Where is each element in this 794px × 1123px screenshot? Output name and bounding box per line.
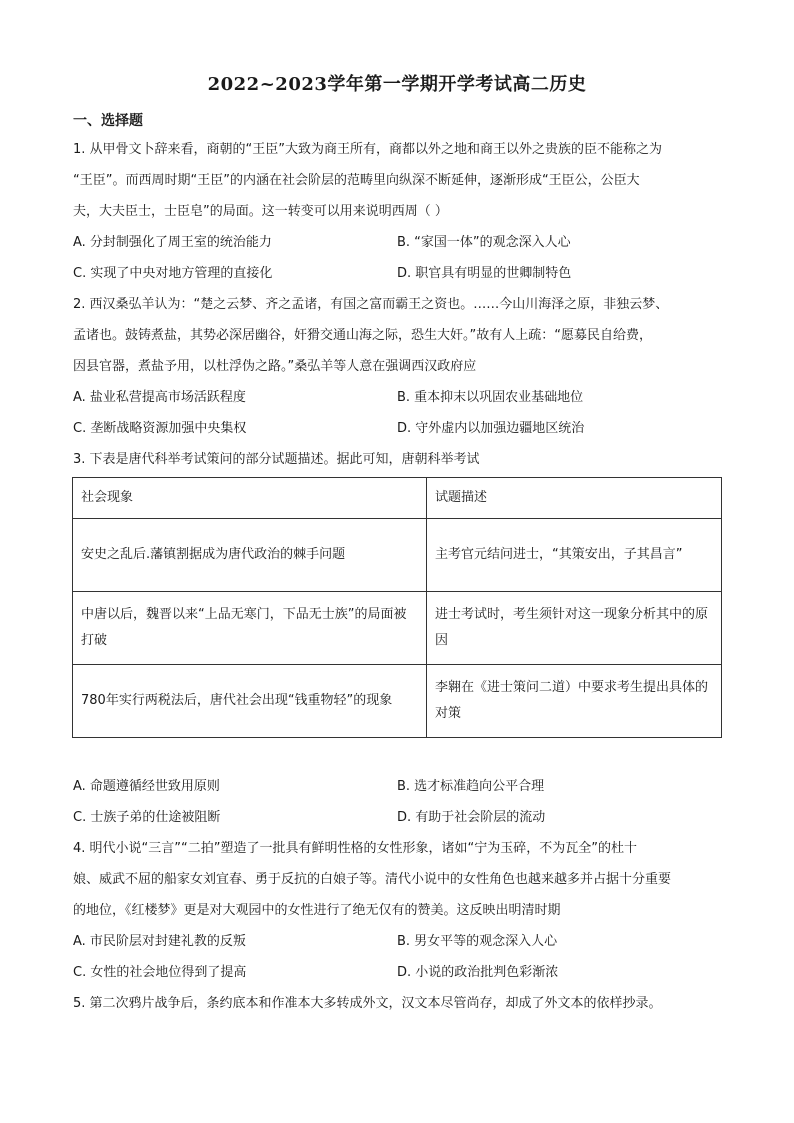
q4-option-d[interactable]: D. 小说的政治批判色彩渐浓 xyxy=(397,965,559,980)
q3-option-b[interactable]: B. 选才标准趋向公平合理 xyxy=(397,779,545,794)
q2-line-1: 2. 西汉桑弘羊认为：“楚之云梦、齐之孟诸，有国之富而霸王之资也。……今山川海泽之原，非独云梦、 xyxy=(73,297,669,312)
table-header-row xyxy=(73,478,722,519)
table-row xyxy=(73,519,722,592)
table-header-cell: 社会现象 xyxy=(73,478,427,519)
q4-line-1: 4. 明代小说“三言”“二拍”塑造了一批具有鲜明性格的女性形象，诸如“宁为玉碎，不为瓦全”的杜十 xyxy=(73,841,637,856)
q2-option-c[interactable]: C. 垄断战略资源加强中央集权 xyxy=(73,421,247,436)
section-heading: 一、选择题 xyxy=(73,113,143,129)
table-header-cell: 试题描述 xyxy=(427,478,722,519)
q3-table xyxy=(72,477,722,738)
table-cell-phenomenon: 中唐以后，魏晋以来“上品无寒门，下品无士族”的局面被打破 xyxy=(73,592,427,665)
q2-option-d[interactable]: D. 守外虚内以加强边疆地区统治 xyxy=(397,421,585,436)
table-cell-phenomenon: 安史之乱后.藩镇割据成为唐代政治的棘手问题 xyxy=(73,519,427,592)
q4-option-c[interactable]: C. 女性的社会地位得到了提高 xyxy=(73,965,247,980)
q1-line-2: “王臣”。而西周时期“王臣”的内涵在社会阶层的范畴里向纵深不断延伸，逐渐形成“王臣公，公臣大 xyxy=(73,173,640,188)
q2-line-3: 因县官器，煮盐予用，以杜浮伪之路。”桑弘羊等人意在强调西汉政府应 xyxy=(73,359,477,374)
table-cell-description: 主考官元结问进士，“其策安出，子其昌言” xyxy=(427,519,722,592)
q3-stem: 3. 下表是唐代科举考试策问的部分试题描述。据此可知，唐朝科举考试 xyxy=(73,452,480,467)
table-row xyxy=(73,592,722,665)
q2-option-a[interactable]: A. 盐业私营提高市场活跃程度 xyxy=(73,390,246,405)
q1-option-d[interactable]: D. 职官具有明显的世卿制特色 xyxy=(397,266,572,281)
q1-option-c[interactable]: C. 实现了中央对地方管理的直接化 xyxy=(73,266,273,281)
q5-line-1: 5. 第二次鸦片战争后，条约底本和作准本大多转成外文，汉文本尽管尚存，却成了外文本的依样抄录。 xyxy=(73,996,662,1011)
q1-option-b[interactable]: B. “家国一体”的观念深入人心 xyxy=(397,235,571,250)
q4-line-3: 的地位，《红楼梦》更是对大观园中的女性进行了绝无仅有的赞美。这反映出明清时期 xyxy=(73,903,561,918)
q3-option-a[interactable]: A. 命题遵循经世致用原则 xyxy=(73,779,220,794)
table-cell-description: 进士考试时，考生须针对这一现象分析其中的原因 xyxy=(427,592,722,665)
table-row xyxy=(73,665,722,738)
q1-line-1: 1. 从甲骨文卜辞来看，商朝的“王臣”大致为商王所有，商都以外之地和商王以外之贵族的臣不能称之为 xyxy=(73,142,663,157)
q3-option-c[interactable]: C. 士族子弟的仕途被阻断 xyxy=(73,810,221,825)
q4-option-a[interactable]: A. 市民阶层对封建礼教的反叛 xyxy=(73,934,246,949)
q1-line-3: 夫，大夫臣士，士臣皂”的局面。这一转变可以用来说明西周（ ） xyxy=(73,204,448,219)
q1-option-a[interactable]: A. 分封制强化了周王室的统治能力 xyxy=(73,235,272,250)
page-title: 2022~2023学年第一学期开学考试高二历史 xyxy=(207,74,587,95)
q4-line-2: 娘、威武不屈的船家女刘宜春、勇于反抗的白娘子等。清代小说中的女性角色也越来越多并占据十分重要 xyxy=(73,872,672,887)
table-cell-phenomenon: 780年实行两税法后，唐代社会出现“钱重物轻”的现象 xyxy=(73,665,427,738)
q4-option-b[interactable]: B. 男女平等的观念深入人心 xyxy=(397,934,558,949)
q2-line-2: 孟诸也。鼓铸煮盐，其势必深居幽谷，奸猾交通山海之际，恐生大奸。”故有人上疏：“愿募民自给费， xyxy=(73,328,652,343)
table-cell-description: 李翱在《进士策问二道）中要求考生提出具体的对策 xyxy=(427,665,722,738)
q3-option-d[interactable]: D. 有助于社会阶层的流动 xyxy=(397,810,546,825)
q2-option-b[interactable]: B. 重本抑末以巩固农业基础地位 xyxy=(397,390,584,405)
